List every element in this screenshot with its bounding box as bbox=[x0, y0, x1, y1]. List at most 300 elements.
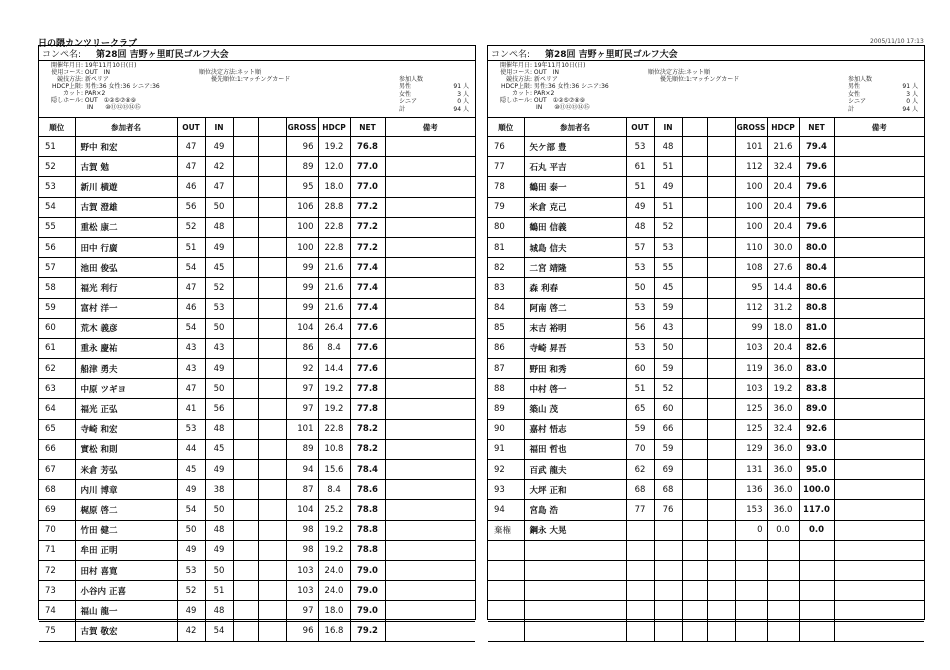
rank-cell: 80 bbox=[488, 217, 524, 237]
rank-cell: 75 bbox=[39, 621, 75, 641]
blank-cell bbox=[707, 480, 735, 500]
name-cell: 百武 龍夫 bbox=[524, 460, 626, 480]
rank-cell: 87 bbox=[488, 359, 524, 379]
blank-cell bbox=[233, 137, 258, 157]
hdcp-cell: 21.6 bbox=[318, 278, 350, 298]
rank-cell: 62 bbox=[39, 359, 75, 379]
rank-cell: 92 bbox=[488, 460, 524, 480]
out-cell: 47 bbox=[177, 379, 205, 399]
in-cell: 42 bbox=[205, 157, 233, 177]
blank-cell bbox=[707, 520, 735, 540]
blank-cell bbox=[682, 177, 707, 197]
name-cell: 鶴田 信義 bbox=[524, 217, 626, 237]
remarks-cell bbox=[834, 237, 924, 257]
rank-cell: 棄権 bbox=[488, 520, 524, 540]
blank-cell bbox=[682, 359, 707, 379]
remarks-cell bbox=[834, 177, 924, 197]
table-row bbox=[39, 278, 475, 298]
in-cell: 50 bbox=[205, 197, 233, 217]
out-cell: 56 bbox=[177, 197, 205, 217]
out-cell: 47 bbox=[177, 278, 205, 298]
gross-cell: 99 bbox=[735, 318, 767, 338]
rank-cell: 64 bbox=[39, 399, 75, 419]
in-cell: 43 bbox=[205, 338, 233, 358]
rank-cell bbox=[488, 621, 524, 641]
blank-cell bbox=[258, 560, 286, 580]
gross-cell: 119 bbox=[735, 359, 767, 379]
hdcp-cell bbox=[767, 581, 799, 601]
rank-cell: 70 bbox=[39, 520, 75, 540]
gross-cell: 112 bbox=[735, 298, 767, 318]
hidden-in: IN ⑩⑪⑫⑬⑭⑮ bbox=[536, 104, 590, 111]
blank-cell bbox=[707, 581, 735, 601]
in-cell: 49 bbox=[205, 137, 233, 157]
out-cell: 68 bbox=[626, 480, 654, 500]
out-cell: 49 bbox=[626, 197, 654, 217]
net-cell: 83.0 bbox=[799, 359, 834, 379]
blank-cell bbox=[258, 500, 286, 520]
in-cell: 43 bbox=[654, 318, 682, 338]
course-value: OUT IN bbox=[84, 69, 110, 76]
hdcp-cell: 14.4 bbox=[767, 278, 799, 298]
blank-cell bbox=[233, 379, 258, 399]
blank-cell bbox=[707, 298, 735, 318]
in-cell: 48 bbox=[205, 520, 233, 540]
out-cell: 52 bbox=[177, 217, 205, 237]
rank-cell bbox=[488, 581, 524, 601]
hdcp-cell: 18.0 bbox=[767, 318, 799, 338]
remarks-cell bbox=[834, 359, 924, 379]
hdcp-cell: 12.0 bbox=[318, 157, 350, 177]
remarks-cell bbox=[385, 560, 475, 580]
hdcp-cell: 14.4 bbox=[318, 359, 350, 379]
blank-cell bbox=[233, 601, 258, 621]
hdcp-cell bbox=[767, 621, 799, 641]
hidden-in: IN ⑩⑪⑫⑬⑭⑮ bbox=[87, 104, 141, 111]
net-cell: 117.0 bbox=[799, 500, 834, 520]
blank-cell bbox=[233, 298, 258, 318]
out-cell: 46 bbox=[177, 298, 205, 318]
table-row bbox=[488, 601, 924, 621]
gross-cell: 87 bbox=[286, 480, 318, 500]
net-cell: 95.0 bbox=[799, 460, 834, 480]
remarks-cell bbox=[385, 621, 475, 641]
out-cell: 53 bbox=[177, 560, 205, 580]
net-cell: 0.0 bbox=[799, 520, 834, 540]
remarks-cell bbox=[834, 399, 924, 419]
blank-cell bbox=[233, 399, 258, 419]
blank-cell bbox=[682, 439, 707, 459]
in-cell bbox=[654, 601, 682, 621]
method-value: 新ペリア bbox=[84, 76, 109, 83]
table-row bbox=[39, 621, 475, 641]
remarks-cell bbox=[385, 460, 475, 480]
remarks-cell bbox=[834, 419, 924, 439]
rank-cell: 84 bbox=[488, 298, 524, 318]
table-row bbox=[39, 217, 475, 237]
remarks-cell bbox=[385, 480, 475, 500]
rank-cell: 56 bbox=[39, 237, 75, 257]
rank-method-value: ネット順 bbox=[686, 69, 711, 76]
rank-cell: 86 bbox=[488, 338, 524, 358]
net-cell: 80.8 bbox=[799, 298, 834, 318]
in-cell bbox=[654, 540, 682, 560]
name-cell: 富村 洋一 bbox=[75, 298, 177, 318]
in-cell: 50 bbox=[205, 560, 233, 580]
net-cell: 79.0 bbox=[350, 560, 385, 580]
table-row bbox=[488, 137, 924, 157]
table-row bbox=[488, 237, 924, 257]
name-cell: 城島 信夫 bbox=[524, 237, 626, 257]
col-blank bbox=[233, 118, 258, 137]
hdcp-cell: 19.2 bbox=[318, 137, 350, 157]
net-cell: 78.8 bbox=[350, 540, 385, 560]
net-cell: 77.0 bbox=[350, 177, 385, 197]
results-sheet-right bbox=[487, 45, 925, 620]
net-cell: 79.6 bbox=[799, 197, 834, 217]
hdcp-cell: 20.4 bbox=[767, 338, 799, 358]
in-cell: 53 bbox=[654, 237, 682, 257]
name-cell: 田中 行廣 bbox=[75, 237, 177, 257]
blank-cell bbox=[258, 379, 286, 399]
in-cell: 68 bbox=[654, 480, 682, 500]
blank-cell bbox=[258, 520, 286, 540]
hdcp-label: HDCP上限: bbox=[52, 83, 83, 90]
name-cell: 新川 横遊 bbox=[75, 177, 177, 197]
gross-cell: 101 bbox=[735, 137, 767, 157]
hdcp-cell: 36.0 bbox=[767, 460, 799, 480]
hdcp-cell: 19.2 bbox=[767, 379, 799, 399]
hdcp-cell: 15.6 bbox=[318, 460, 350, 480]
hdcp-cell: 31.2 bbox=[767, 298, 799, 318]
blank-cell bbox=[233, 338, 258, 358]
hdcp-cell: 22.8 bbox=[318, 237, 350, 257]
col-blank bbox=[258, 118, 286, 137]
blank-cell bbox=[707, 359, 735, 379]
gross-cell: 94 bbox=[286, 460, 318, 480]
gross-cell: 92 bbox=[286, 359, 318, 379]
remarks-cell bbox=[385, 258, 475, 278]
cut-value: PAR×2 bbox=[84, 90, 106, 97]
table-row bbox=[39, 500, 475, 520]
blank-cell bbox=[258, 137, 286, 157]
count-value: 3 bbox=[457, 90, 462, 98]
rank-cell: 94 bbox=[488, 500, 524, 520]
hdcp-cell: 22.8 bbox=[318, 217, 350, 237]
net-cell: 78.6 bbox=[350, 480, 385, 500]
out-cell: 52 bbox=[177, 581, 205, 601]
rank-cell: 55 bbox=[39, 217, 75, 237]
net-cell bbox=[799, 540, 834, 560]
blank-cell bbox=[682, 540, 707, 560]
out-cell: 49 bbox=[177, 540, 205, 560]
hdcp-cell: 25.2 bbox=[318, 500, 350, 520]
net-cell: 78.8 bbox=[350, 500, 385, 520]
hdcp-cell: 16.8 bbox=[318, 621, 350, 641]
table-header bbox=[488, 118, 924, 137]
name-cell: 中村 啓一 bbox=[524, 379, 626, 399]
in-cell: 45 bbox=[205, 439, 233, 459]
gross-cell: 125 bbox=[735, 399, 767, 419]
net-cell bbox=[799, 560, 834, 580]
name-cell: 牟田 正明 bbox=[75, 540, 177, 560]
name-cell bbox=[524, 621, 626, 641]
col-hdcp: HDCP bbox=[767, 118, 799, 137]
hdcp-cell: 26.4 bbox=[318, 318, 350, 338]
net-cell: 77.8 bbox=[350, 379, 385, 399]
rank-cell: 57 bbox=[39, 258, 75, 278]
blank-cell bbox=[258, 197, 286, 217]
name-cell: 野中 和宏 bbox=[75, 137, 177, 157]
count-label: 計 bbox=[399, 105, 406, 113]
rank-cell: 59 bbox=[39, 298, 75, 318]
hdcp-cell: 0.0 bbox=[767, 520, 799, 540]
net-cell: 77.6 bbox=[350, 359, 385, 379]
rank-cell: 65 bbox=[39, 419, 75, 439]
out-cell: 49 bbox=[177, 601, 205, 621]
remarks-cell bbox=[834, 560, 924, 580]
blank-cell bbox=[258, 258, 286, 278]
hdcp-cell: 8.4 bbox=[318, 338, 350, 358]
blank-cell bbox=[682, 258, 707, 278]
blank-cell bbox=[258, 601, 286, 621]
out-cell: 53 bbox=[177, 419, 205, 439]
col-name: 参加者名 bbox=[524, 118, 626, 137]
rank-cell: 52 bbox=[39, 157, 75, 177]
blank-cell bbox=[682, 621, 707, 641]
hdcp-cell: 21.6 bbox=[318, 298, 350, 318]
rank-cell: 88 bbox=[488, 379, 524, 399]
rank-cell: 68 bbox=[39, 480, 75, 500]
blank-cell bbox=[258, 359, 286, 379]
hdcp-cell: 20.4 bbox=[767, 217, 799, 237]
gross-cell: 100 bbox=[735, 197, 767, 217]
table-row bbox=[39, 157, 475, 177]
hdcp-cell: 22.8 bbox=[318, 419, 350, 439]
in-cell: 48 bbox=[205, 601, 233, 621]
col-in: IN bbox=[205, 118, 233, 137]
method-label: 競技方法: bbox=[56, 76, 83, 83]
count-value: 94 bbox=[902, 105, 911, 113]
col-remarks: 備考 bbox=[834, 118, 924, 137]
rank-cell bbox=[488, 560, 524, 580]
in-cell: 38 bbox=[205, 480, 233, 500]
rank-cell: 89 bbox=[488, 399, 524, 419]
in-cell: 48 bbox=[205, 419, 233, 439]
out-cell: 41 bbox=[177, 399, 205, 419]
name-cell bbox=[524, 601, 626, 621]
in-cell: 49 bbox=[205, 540, 233, 560]
name-cell: 重永 慶祐 bbox=[75, 338, 177, 358]
blank-cell bbox=[233, 419, 258, 439]
hdcp-cell: 21.6 bbox=[767, 137, 799, 157]
rank-cell: 58 bbox=[39, 278, 75, 298]
method-value: 新ペリア bbox=[533, 76, 558, 83]
name-cell: 野田 和秀 bbox=[524, 359, 626, 379]
remarks-cell bbox=[834, 540, 924, 560]
hdcp-cell: 24.0 bbox=[318, 560, 350, 580]
remarks-cell bbox=[385, 359, 475, 379]
hdcp-cell: 36.0 bbox=[767, 399, 799, 419]
table-row bbox=[488, 540, 924, 560]
name-cell: 船津 勇夫 bbox=[75, 359, 177, 379]
name-cell: 築山 茂 bbox=[524, 399, 626, 419]
blank-cell bbox=[258, 540, 286, 560]
count-unit: 人 bbox=[462, 83, 469, 91]
rank-cell: 83 bbox=[488, 278, 524, 298]
remarks-cell bbox=[834, 157, 924, 177]
gross-cell: 97 bbox=[286, 399, 318, 419]
net-cell: 79.0 bbox=[350, 601, 385, 621]
blank-cell bbox=[233, 258, 258, 278]
blank-cell bbox=[707, 338, 735, 358]
table-row bbox=[488, 379, 924, 399]
remarks-cell bbox=[385, 419, 475, 439]
method-label: 競技方法: bbox=[505, 76, 532, 83]
gross-cell: 95 bbox=[735, 278, 767, 298]
in-cell: 49 bbox=[205, 237, 233, 257]
hdcp-cell: 20.4 bbox=[767, 197, 799, 217]
blank-cell bbox=[707, 601, 735, 621]
table-row bbox=[39, 338, 475, 358]
gross-cell: 129 bbox=[735, 439, 767, 459]
hdcp-label: HDCP上限: bbox=[501, 83, 532, 90]
net-cell: 77.2 bbox=[350, 197, 385, 217]
out-cell: 49 bbox=[177, 480, 205, 500]
blank-cell bbox=[258, 460, 286, 480]
count-label: 女性 bbox=[399, 90, 412, 98]
net-cell bbox=[799, 581, 834, 601]
count-unit: 人 bbox=[911, 83, 918, 91]
gross-cell: 100 bbox=[286, 237, 318, 257]
net-cell: 79.6 bbox=[799, 157, 834, 177]
table-row bbox=[39, 197, 475, 217]
gross-cell: 0 bbox=[735, 520, 767, 540]
out-cell: 47 bbox=[177, 137, 205, 157]
name-cell: 米倉 克己 bbox=[524, 197, 626, 217]
col-in: IN bbox=[654, 118, 682, 137]
blank-cell bbox=[707, 419, 735, 439]
gross-cell: 100 bbox=[735, 177, 767, 197]
in-cell: 45 bbox=[205, 258, 233, 278]
hdcp-cell: 19.2 bbox=[318, 540, 350, 560]
name-cell: 内川 博章 bbox=[75, 480, 177, 500]
out-cell bbox=[626, 621, 654, 641]
table-row bbox=[39, 318, 475, 338]
net-cell: 76.8 bbox=[350, 137, 385, 157]
col-blank bbox=[682, 118, 707, 137]
blank-cell bbox=[682, 560, 707, 580]
in-cell: 50 bbox=[205, 500, 233, 520]
blank-cell bbox=[258, 399, 286, 419]
in-cell: 51 bbox=[205, 581, 233, 601]
net-cell bbox=[799, 601, 834, 621]
out-cell bbox=[626, 520, 654, 540]
hidden-hole-label: 隠しホール: bbox=[51, 97, 83, 104]
blank-cell bbox=[707, 237, 735, 257]
blank-cell bbox=[233, 540, 258, 560]
table-row bbox=[39, 540, 475, 560]
rank-cell: 71 bbox=[39, 540, 75, 560]
in-cell: 60 bbox=[654, 399, 682, 419]
blank-cell bbox=[682, 601, 707, 621]
blank-cell bbox=[233, 237, 258, 257]
competition-info bbox=[488, 61, 924, 118]
blank-cell bbox=[707, 500, 735, 520]
name-cell: 池田 俊弘 bbox=[75, 258, 177, 278]
table-row bbox=[39, 581, 475, 601]
gross-cell: 99 bbox=[286, 258, 318, 278]
name-cell: 田村 喜寛 bbox=[75, 560, 177, 580]
remarks-cell bbox=[834, 460, 924, 480]
rank-cell: 82 bbox=[488, 258, 524, 278]
in-cell bbox=[654, 560, 682, 580]
count-unit: 人 bbox=[911, 90, 918, 98]
out-cell bbox=[626, 581, 654, 601]
name-cell: 竹田 健二 bbox=[75, 520, 177, 540]
out-cell: 62 bbox=[626, 460, 654, 480]
net-cell: 80.4 bbox=[799, 258, 834, 278]
table-row bbox=[39, 601, 475, 621]
net-cell: 79.4 bbox=[799, 137, 834, 157]
col-gross: GROSS bbox=[286, 118, 318, 137]
remarks-cell bbox=[385, 601, 475, 621]
out-cell: 54 bbox=[177, 258, 205, 278]
blank-cell bbox=[258, 157, 286, 177]
count-label: シニア bbox=[399, 98, 418, 106]
remarks-cell bbox=[385, 237, 475, 257]
in-cell bbox=[654, 520, 682, 540]
remarks-cell bbox=[834, 137, 924, 157]
name-cell: 重松 康二 bbox=[75, 217, 177, 237]
count-unit: 人 bbox=[462, 90, 469, 98]
blank-cell bbox=[258, 177, 286, 197]
table-row bbox=[39, 298, 475, 318]
blank-cell bbox=[707, 540, 735, 560]
in-cell: 49 bbox=[205, 460, 233, 480]
col-rank: 順位 bbox=[39, 118, 75, 137]
name-cell bbox=[524, 560, 626, 580]
blank-cell bbox=[682, 581, 707, 601]
blank-cell bbox=[233, 480, 258, 500]
blank-cell bbox=[682, 379, 707, 399]
gross-cell: 110 bbox=[735, 237, 767, 257]
out-cell: 65 bbox=[626, 399, 654, 419]
remarks-cell bbox=[385, 581, 475, 601]
in-cell: 51 bbox=[654, 157, 682, 177]
remarks-cell bbox=[834, 520, 924, 540]
net-cell: 78.2 bbox=[350, 419, 385, 439]
club-name: 日の隈カンツリークラブ bbox=[38, 39, 138, 49]
hdcp-cell: 36.0 bbox=[767, 480, 799, 500]
competition-label: コンペ名: bbox=[491, 49, 531, 60]
rank-cell: 79 bbox=[488, 197, 524, 217]
date-value: 19年11月10日(日) bbox=[84, 62, 137, 69]
table-row bbox=[488, 298, 924, 318]
competition-row bbox=[488, 46, 924, 61]
gross-cell: 98 bbox=[286, 540, 318, 560]
blank-cell bbox=[682, 197, 707, 217]
remarks-cell bbox=[385, 338, 475, 358]
table-row bbox=[39, 137, 475, 157]
net-cell: 78.2 bbox=[350, 439, 385, 459]
out-cell: 43 bbox=[177, 338, 205, 358]
blank-cell bbox=[682, 338, 707, 358]
out-cell: 59 bbox=[626, 419, 654, 439]
blank-cell bbox=[707, 197, 735, 217]
remarks-cell bbox=[834, 500, 924, 520]
blank-cell bbox=[258, 621, 286, 641]
